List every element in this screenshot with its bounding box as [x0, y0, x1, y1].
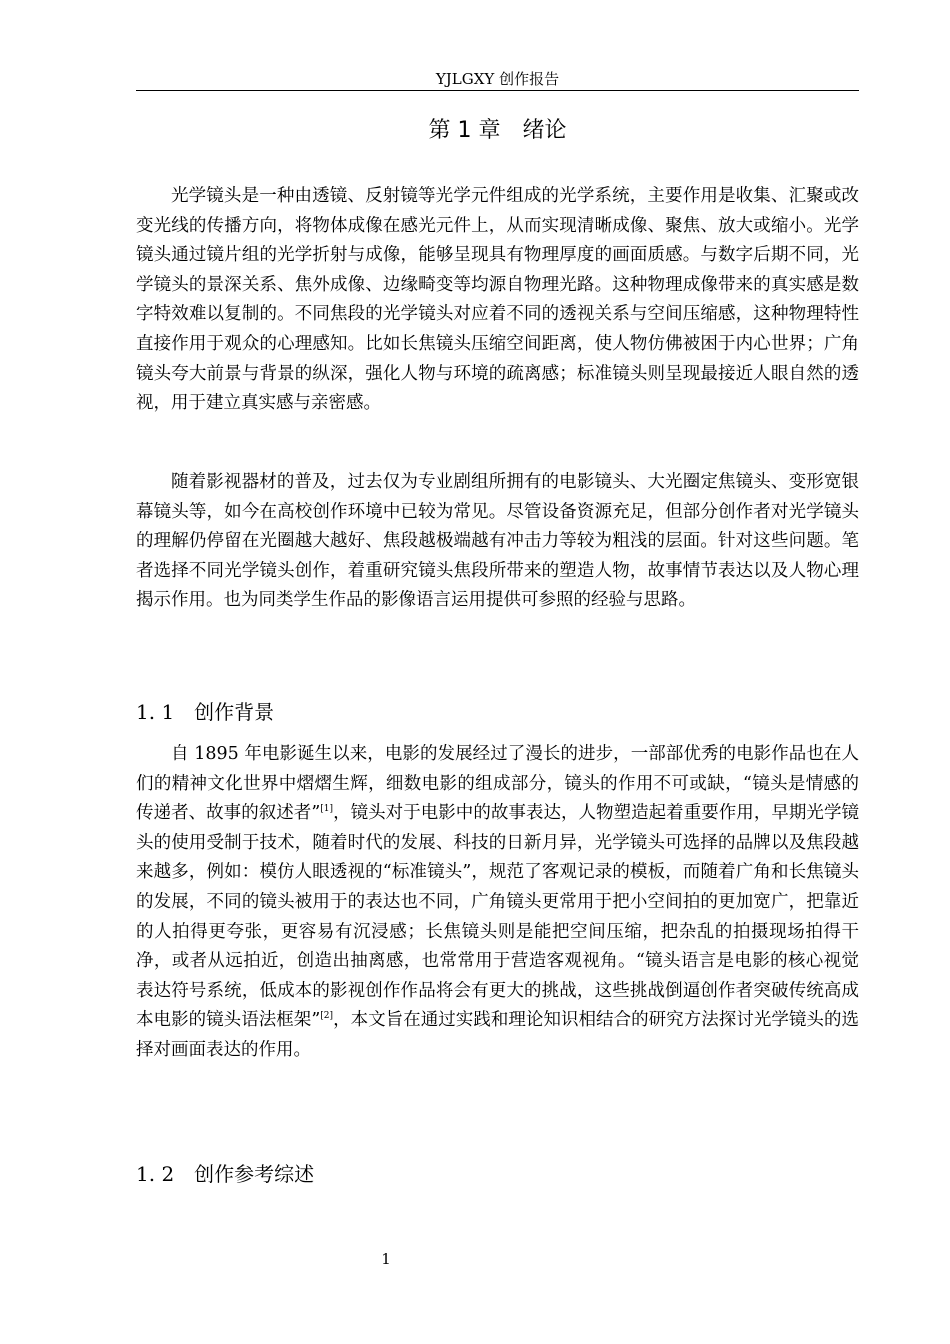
chapter-title: 第 1 章 绪论 — [428, 118, 567, 143]
section-1-2-heading — [136, 1160, 859, 1188]
paragraph-text: 自 1895 年电影诞生以来，电影的发展经过了漫长的进步，一部部优秀的电影作品也在人们的精神文化世界中熠熠生辉，细数电影的组成部分，镜头的作用不可或缺，“镜头是情感的传递者、故事的叙述者” — [136, 744, 859, 824]
citation-ref-1: [1] — [320, 804, 334, 815]
citation-ref-2: [2] — [320, 1011, 334, 1022]
paragraph-text: ，本文旨在通过实践和理论知识相结合的研究方法探讨光学镜头的选择对画面表达的作用。 — [136, 1010, 860, 1060]
section-1-1-paragraph — [136, 740, 859, 1066]
section-heading-gap — [174, 700, 194, 724]
section-1-1-heading — [136, 698, 859, 726]
intro-paragraph-2: 随着影视器材的普及，过去仅为专业剧组所拥有的电影镜头、大光圈定焦镜头、变形宽银幕镜头等，如今在高校创作环境中已较为常见。尽管设备资源充足，但部分创作者对光学镜头的理解仍停留在光圈越大越好、焦段越极端越有冲击力等较为粗浅的层面。针对这些问题。笔者选择不同光学镜头创作，着重研究镜头焦段所带来的塑造人物，故事情节表达以及人物心理揭示作用。也为同类学生作品的影像语言运用提供可参照的经验与思路。 — [136, 472, 859, 611]
intro-paragraph-1: 光学镜头是一种由透镜、反射镜等光学元件组成的光学系统，主要作用是收集、汇聚或改变光线的传播方向，将物体成像在感光元件上，从而实现清晰成像、聚焦、放大或缩小。光学镜头通过镜片组的光学折射与成像，能够呈现具有物理厚度的画面质感。与数字后期不同，光学镜头的景深关系、焦外成像、边缘畸变等均源自物理光路。这种物理成像带来的真实感是数字特效难以复制的。不同焦段的光学镜头对应着不同的透视关系与空间压缩感，这种物理特性直接作用于观众的心理感知。比如长焦镜头压缩空间距离，使人物仿佛被困于内心世界；广角镜头夸大前景与背景的纵深，强化人物与环境的疏离感；标准镜头则呈现最接近人眼自然的透视，用于建立真实感与亲密感。 — [136, 186, 859, 414]
page-header: YJLGXY 创作报告 — [136, 68, 859, 91]
paragraph-text: ，镜头对于电影中的故事表达，人物塑造起着重要作用，早期光学镜头的使用受制于技术，随着时代的发展、科技的日新月异，光学镜头可选择的品牌以及焦段越来越多，例如：模仿人眼透视的“标准镜头”，规范了客观记录的模板，而随着广角和长焦镜头的发展，不同的镜头被用于的表达也不同，广角镜头更常用于把小空间拍的更加宽广，把靠近的人拍得更夸张，更容易有沉浸感；长焦镜头则是能把空间压缩，把杂乱的拍摄现场拍得干净，或者从远拍近，创造出抽离感，也常常用于营造客观视角。“镜头语言是电影的核心视觉表达符号系统，低成本的影视创作作品将会有更大的挑战，这些挑战倒逼创作者突破传统高成本电影的镜头语法框架” — [136, 803, 860, 1031]
page-number: 1 — [381, 1250, 391, 1268]
section-title-text: 创作参考综述 — [194, 1162, 315, 1186]
section-number: 1. 1 — [136, 700, 175, 724]
section-number: 1. 2 — [136, 1162, 175, 1186]
section-heading-gap — [174, 1162, 194, 1186]
section-title-text: 创作背景 — [194, 700, 275, 724]
